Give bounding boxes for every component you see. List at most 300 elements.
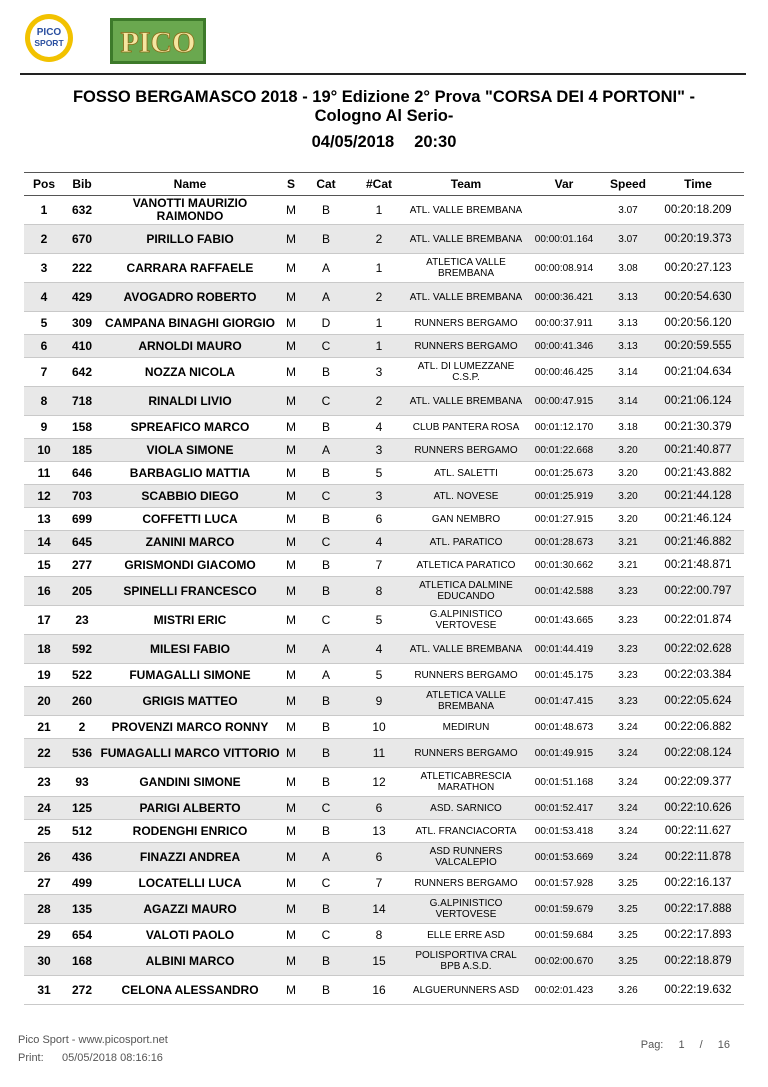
cell-speed: 3.07	[604, 196, 652, 225]
cell-cat-rank: 5	[350, 462, 408, 485]
cell-time: 00:20:27.123	[652, 254, 744, 283]
cell-sex: M	[280, 462, 302, 485]
cell-name: LOCATELLI LUCA	[100, 872, 280, 895]
cell-time: 00:22:00.797	[652, 577, 744, 606]
cell-cat: A	[302, 843, 350, 872]
cell-team: ATL. DI LUMEZZANE C.S.P.	[408, 358, 524, 387]
cell-time: 00:22:17.893	[652, 924, 744, 947]
cell-cat: B	[302, 225, 350, 254]
cell-time: 00:21:04.634	[652, 358, 744, 387]
cell-speed: 3.13	[604, 283, 652, 312]
cell-pos: 9	[24, 416, 64, 439]
cell-name: CARRARA RAFFAELE	[100, 254, 280, 283]
cell-cat-rank: 3	[350, 485, 408, 508]
cell-name: AVOGADRO ROBERTO	[100, 283, 280, 312]
cell-pos: 5	[24, 312, 64, 335]
cell-pos: 2	[24, 225, 64, 254]
footer-site: Pico Sport - www.picosport.net	[18, 1034, 168, 1046]
cell-name: PROVENZI MARCO RONNY	[100, 716, 280, 739]
cell-bib: 429	[64, 283, 100, 312]
cell-cat-rank: 5	[350, 664, 408, 687]
cell-time: 00:20:18.209	[652, 196, 744, 225]
table-row	[24, 196, 744, 225]
cell-speed: 3.24	[604, 768, 652, 797]
cell-bib: 654	[64, 924, 100, 947]
cell-bib: 512	[64, 820, 100, 843]
table-row	[24, 225, 744, 254]
cell-time: 00:22:18.879	[652, 947, 744, 976]
cell-bib: 718	[64, 387, 100, 416]
cell-var: 00:01:59.684	[524, 924, 604, 947]
cell-time: 00:20:56.120	[652, 312, 744, 335]
cell-var: 00:02:00.670	[524, 947, 604, 976]
cell-sex: M	[280, 924, 302, 947]
cell-pos: 6	[24, 335, 64, 358]
cell-time: 00:22:02.628	[652, 635, 744, 664]
cell-name: GRISMONDI GIACOMO	[100, 554, 280, 577]
cell-team: ALGUERUNNERS ASD	[408, 976, 524, 1005]
cell-team: ATLETICABRESCIA MARATHON	[408, 768, 524, 797]
cell-cat-rank: 7	[350, 872, 408, 895]
cell-pos: 11	[24, 462, 64, 485]
cell-name: RINALDI LIVIO	[100, 387, 280, 416]
col-header-name: Name	[100, 173, 280, 196]
cell-team: ASD RUNNERS VALCALEPIO	[408, 843, 524, 872]
cell-time: 00:21:48.871	[652, 554, 744, 577]
cell-speed: 3.20	[604, 508, 652, 531]
table-row	[24, 485, 744, 508]
cell-pos: 29	[24, 924, 64, 947]
cell-pos: 21	[24, 716, 64, 739]
cell-name: ZANINI MARCO	[100, 531, 280, 554]
cell-cat: C	[302, 387, 350, 416]
page-footer	[18, 1031, 168, 1067]
cell-team: CLUB PANTERA ROSA	[408, 416, 524, 439]
cell-team: ATLETICA DALMINE EDUCANDO	[408, 577, 524, 606]
cell-team: ATL. VALLE BREMBANA	[408, 225, 524, 254]
cell-sex: M	[280, 531, 302, 554]
cell-time: 00:22:03.384	[652, 664, 744, 687]
cell-speed: 3.08	[604, 254, 652, 283]
cell-team: ATL. VALLE BREMBANA	[408, 635, 524, 664]
cell-cat: B	[302, 895, 350, 924]
cell-time: 00:22:10.626	[652, 797, 744, 820]
cell-team: RUNNERS BERGAMO	[408, 312, 524, 335]
cell-var: 00:01:12.170	[524, 416, 604, 439]
table-row	[24, 439, 744, 462]
cell-speed: 3.25	[604, 924, 652, 947]
table-row	[24, 577, 744, 606]
cell-team: ATL. NOVESE	[408, 485, 524, 508]
cell-speed: 3.25	[604, 947, 652, 976]
cell-speed: 3.20	[604, 439, 652, 462]
cell-cat-rank: 6	[350, 843, 408, 872]
cell-var: 00:01:22.668	[524, 439, 604, 462]
cell-cat: D	[302, 312, 350, 335]
cell-sex: M	[280, 254, 302, 283]
cell-pos: 3	[24, 254, 64, 283]
table-row	[24, 895, 744, 924]
cell-speed: 3.14	[604, 387, 652, 416]
race-time: 20:30	[414, 133, 457, 151]
cell-cat-rank: 4	[350, 416, 408, 439]
cell-pos: 1	[24, 196, 64, 225]
table-row	[24, 872, 744, 895]
cell-bib: 158	[64, 416, 100, 439]
cell-pos: 24	[24, 797, 64, 820]
cell-cat: C	[302, 924, 350, 947]
cell-sex: M	[280, 606, 302, 635]
page-separator: /	[699, 1039, 703, 1051]
cell-var: 00:01:52.417	[524, 797, 604, 820]
cell-sex: M	[280, 687, 302, 716]
cell-speed: 3.26	[604, 976, 652, 1005]
table-row	[24, 820, 744, 843]
cell-bib: 2	[64, 716, 100, 739]
cell-cat-rank: 15	[350, 947, 408, 976]
cell-cat-rank: 6	[350, 508, 408, 531]
cell-cat: B	[302, 768, 350, 797]
cell-pos: 8	[24, 387, 64, 416]
cell-speed: 3.21	[604, 531, 652, 554]
cell-pos: 4	[24, 283, 64, 312]
cell-bib: 645	[64, 531, 100, 554]
cell-name: VIOLA SIMONE	[100, 439, 280, 462]
cell-team: ATL. VALLE BREMBANA	[408, 283, 524, 312]
cell-time: 00:21:46.882	[652, 531, 744, 554]
cell-var: 00:00:36.421	[524, 283, 604, 312]
cell-name: AGAZZI MAURO	[100, 895, 280, 924]
cell-time: 00:20:19.373	[652, 225, 744, 254]
cell-bib: 592	[64, 635, 100, 664]
cell-bib: 436	[64, 843, 100, 872]
cell-name: COFFETTI LUCA	[100, 508, 280, 531]
cell-cat: B	[302, 687, 350, 716]
cell-team: MEDIRUN	[408, 716, 524, 739]
cell-sex: M	[280, 843, 302, 872]
cell-name: VALOTI PAOLO	[100, 924, 280, 947]
pico-event-logo	[110, 18, 206, 64]
cell-var: 00:00:41.346	[524, 335, 604, 358]
cell-sex: M	[280, 225, 302, 254]
table-row	[24, 283, 744, 312]
cell-cat-rank: 9	[350, 687, 408, 716]
cell-name: SCABBIO DIEGO	[100, 485, 280, 508]
cell-name: ALBINI MARCO	[100, 947, 280, 976]
cell-cat-rank: 14	[350, 895, 408, 924]
cell-var: 00:01:53.669	[524, 843, 604, 872]
cell-bib: 23	[64, 606, 100, 635]
cell-var: 00:01:45.175	[524, 664, 604, 687]
cell-sex: M	[280, 312, 302, 335]
cell-pos: 26	[24, 843, 64, 872]
cell-cat: B	[302, 820, 350, 843]
cell-pos: 15	[24, 554, 64, 577]
cell-speed: 3.21	[604, 554, 652, 577]
cell-sex: M	[280, 554, 302, 577]
cell-pos: 22	[24, 739, 64, 768]
cell-bib: 93	[64, 768, 100, 797]
cell-var: 00:01:28.673	[524, 531, 604, 554]
cell-pos: 27	[24, 872, 64, 895]
cell-var: 00:01:44.419	[524, 635, 604, 664]
cell-var: 00:01:25.919	[524, 485, 604, 508]
table-row	[24, 416, 744, 439]
cell-sex: M	[280, 768, 302, 797]
cell-sex: M	[280, 820, 302, 843]
cell-sex: M	[280, 387, 302, 416]
table-row	[24, 739, 744, 768]
col-header-cat-rank: #Cat	[350, 173, 408, 196]
table-row	[24, 664, 744, 687]
cell-time: 00:21:44.128	[652, 485, 744, 508]
cell-sex: M	[280, 716, 302, 739]
cell-pos: 14	[24, 531, 64, 554]
table-row	[24, 976, 744, 1005]
footer-print	[18, 1049, 168, 1067]
table-row	[24, 531, 744, 554]
table-row	[24, 924, 744, 947]
cell-cat: B	[302, 196, 350, 225]
cell-name: SPINELLI FRANCESCO	[100, 577, 280, 606]
cell-bib: 168	[64, 947, 100, 976]
cell-pos: 7	[24, 358, 64, 387]
table-row	[24, 554, 744, 577]
cell-name: PARIGI ALBERTO	[100, 797, 280, 820]
cell-time: 00:22:17.888	[652, 895, 744, 924]
cell-name: VANOTTI MAURIZIO RAIMONDO	[100, 196, 280, 225]
results-table	[24, 172, 744, 1005]
cell-pos: 20	[24, 687, 64, 716]
page-label: Pag:	[640, 1039, 664, 1051]
cell-cat: A	[302, 439, 350, 462]
cell-time: 00:22:16.137	[652, 872, 744, 895]
cell-name: CAMPANA BINAGHI GIORGIO	[100, 312, 280, 335]
cell-cat: B	[302, 947, 350, 976]
cell-team: ATLETICA VALLE BREMBANA	[408, 254, 524, 283]
race-title: FOSSO BERGAMASCO 2018 - 19° Edizione 2° Prova "CORSA DEI 4 PORTONI" - Cologno Al Serio-	[72, 88, 696, 125]
cell-speed: 3.24	[604, 739, 652, 768]
cell-var: 00:01:53.418	[524, 820, 604, 843]
cell-cat: A	[302, 283, 350, 312]
cell-cat: B	[302, 976, 350, 1005]
cell-cat-rank: 8	[350, 924, 408, 947]
cell-cat: B	[302, 554, 350, 577]
cell-name: GRIGIS MATTEO	[100, 687, 280, 716]
table-row	[24, 254, 744, 283]
table-row	[24, 843, 744, 872]
cell-pos: 13	[24, 508, 64, 531]
cell-bib: 260	[64, 687, 100, 716]
cell-bib: 499	[64, 872, 100, 895]
cell-team: POLISPORTIVA CRAL BPB A.S.D.	[408, 947, 524, 976]
table-row	[24, 687, 744, 716]
cell-cat: A	[302, 664, 350, 687]
cell-cat-rank: 2	[350, 387, 408, 416]
cell-time: 00:21:40.877	[652, 439, 744, 462]
cell-team: ATL. SALETTI	[408, 462, 524, 485]
cell-speed: 3.20	[604, 462, 652, 485]
col-header-cat: Cat	[302, 173, 350, 196]
cell-team: ATL. VALLE BREMBANA	[408, 196, 524, 225]
header-divider	[20, 73, 746, 75]
cell-name: FUMAGALLI MARCO VITTORIO	[100, 739, 280, 768]
cell-bib: 205	[64, 577, 100, 606]
col-header-speed: Speed	[604, 173, 652, 196]
cell-time: 00:22:06.882	[652, 716, 744, 739]
cell-pos: 30	[24, 947, 64, 976]
cell-cat-rank: 5	[350, 606, 408, 635]
cell-bib: 642	[64, 358, 100, 387]
cell-cat: C	[302, 797, 350, 820]
cell-sex: M	[280, 508, 302, 531]
cell-sex: M	[280, 416, 302, 439]
cell-time: 00:22:09.377	[652, 768, 744, 797]
cell-cat: B	[302, 358, 350, 387]
cell-var: 00:00:46.425	[524, 358, 604, 387]
cell-time: 00:22:19.632	[652, 976, 744, 1005]
table-row	[24, 387, 744, 416]
cell-team: RUNNERS BERGAMO	[408, 439, 524, 462]
cell-pos: 17	[24, 606, 64, 635]
cell-cat-rank: 6	[350, 797, 408, 820]
cell-speed: 3.13	[604, 335, 652, 358]
table-row	[24, 797, 744, 820]
cell-cat-rank: 1	[350, 312, 408, 335]
cell-var: 00:01:51.168	[524, 768, 604, 797]
cell-name: FINAZZI ANDREA	[100, 843, 280, 872]
cell-team: ATL. VALLE BREMBANA	[408, 387, 524, 416]
cell-cat-rank: 2	[350, 283, 408, 312]
cell-name: SPREAFICO MARCO	[100, 416, 280, 439]
cell-sex: M	[280, 872, 302, 895]
cell-team: RUNNERS BERGAMO	[408, 335, 524, 358]
cell-cat: C	[302, 606, 350, 635]
table-row	[24, 312, 744, 335]
cell-cat: A	[302, 635, 350, 664]
cell-speed: 3.24	[604, 797, 652, 820]
table-row	[24, 508, 744, 531]
cell-var: 00:00:01.164	[524, 225, 604, 254]
cell-var: 00:00:08.914	[524, 254, 604, 283]
cell-bib: 522	[64, 664, 100, 687]
cell-time: 00:22:01.874	[652, 606, 744, 635]
cell-team: ATL. FRANCIACORTA	[408, 820, 524, 843]
cell-bib: 632	[64, 196, 100, 225]
cell-cat-rank: 1	[350, 335, 408, 358]
table-row	[24, 462, 744, 485]
svg-text:PICO: PICO	[36, 27, 62, 38]
cell-speed: 3.14	[604, 358, 652, 387]
cell-team: RUNNERS BERGAMO	[408, 664, 524, 687]
cell-name: BARBAGLIO MATTIA	[100, 462, 280, 485]
table-row	[24, 768, 744, 797]
cell-bib: 135	[64, 895, 100, 924]
cell-sex: M	[280, 739, 302, 768]
svg-text:SPORT: SPORT	[34, 38, 64, 48]
cell-bib: 309	[64, 312, 100, 335]
cell-speed: 3.24	[604, 820, 652, 843]
table-row	[24, 635, 744, 664]
cell-speed: 3.25	[604, 872, 652, 895]
cell-bib: 410	[64, 335, 100, 358]
pico-sport-logo	[22, 12, 76, 64]
cell-cat: C	[302, 335, 350, 358]
cell-cat-rank: 16	[350, 976, 408, 1005]
col-header-bib: Bib	[64, 173, 100, 196]
cell-pos: 28	[24, 895, 64, 924]
cell-team: RUNNERS BERGAMO	[408, 872, 524, 895]
page-header	[0, 0, 768, 76]
cell-time: 00:22:11.878	[652, 843, 744, 872]
cell-cat: C	[302, 872, 350, 895]
cell-team: ATL. PARATICO	[408, 531, 524, 554]
cell-pos: 31	[24, 976, 64, 1005]
cell-cat-rank: 4	[350, 531, 408, 554]
cell-bib: 670	[64, 225, 100, 254]
cell-cat-rank: 3	[350, 439, 408, 462]
results-body	[24, 196, 744, 1005]
cell-speed: 3.25	[604, 895, 652, 924]
cell-var	[524, 196, 604, 225]
cell-speed: 3.23	[604, 577, 652, 606]
svg-text:PICO: PICO	[120, 26, 196, 59]
cell-time: 00:22:11.627	[652, 820, 744, 843]
cell-speed: 3.23	[604, 664, 652, 687]
cell-speed: 3.20	[604, 485, 652, 508]
cell-bib: 185	[64, 439, 100, 462]
cell-name: CELONA ALESSANDRO	[100, 976, 280, 1005]
cell-speed: 3.23	[604, 687, 652, 716]
cell-cat: B	[302, 416, 350, 439]
cell-speed: 3.24	[604, 716, 652, 739]
cell-cat-rank: 7	[350, 554, 408, 577]
cell-name: MISTRI ERIC	[100, 606, 280, 635]
cell-sex: M	[280, 947, 302, 976]
cell-speed: 3.13	[604, 312, 652, 335]
cell-var: 00:01:43.665	[524, 606, 604, 635]
cell-bib: 272	[64, 976, 100, 1005]
cell-time: 00:21:43.882	[652, 462, 744, 485]
cell-time: 00:20:54.630	[652, 283, 744, 312]
cell-pos: 12	[24, 485, 64, 508]
cell-cat-rank: 2	[350, 225, 408, 254]
cell-team: G.ALPINISTICO VERTOVESE	[408, 895, 524, 924]
cell-pos: 10	[24, 439, 64, 462]
cell-speed: 3.18	[604, 416, 652, 439]
cell-cat: B	[302, 716, 350, 739]
cell-sex: M	[280, 976, 302, 1005]
cell-name: MILESI FABIO	[100, 635, 280, 664]
cell-cat-rank: 1	[350, 254, 408, 283]
cell-team: RUNNERS BERGAMO	[408, 739, 524, 768]
cell-var: 00:01:27.915	[524, 508, 604, 531]
print-label: Print:	[18, 1052, 44, 1064]
cell-var: 00:01:59.679	[524, 895, 604, 924]
cell-cat-rank: 1	[350, 196, 408, 225]
cell-sex: M	[280, 358, 302, 387]
cell-var: 00:00:37.911	[524, 312, 604, 335]
cell-pos: 25	[24, 820, 64, 843]
cell-team: ATLETICA PARATICO	[408, 554, 524, 577]
table-row	[24, 716, 744, 739]
cell-cat: A	[302, 254, 350, 283]
cell-team: GAN NEMBRO	[408, 508, 524, 531]
cell-var: 00:01:47.415	[524, 687, 604, 716]
cell-bib: 703	[64, 485, 100, 508]
col-header-var: Var	[524, 173, 604, 196]
cell-cat: B	[302, 739, 350, 768]
